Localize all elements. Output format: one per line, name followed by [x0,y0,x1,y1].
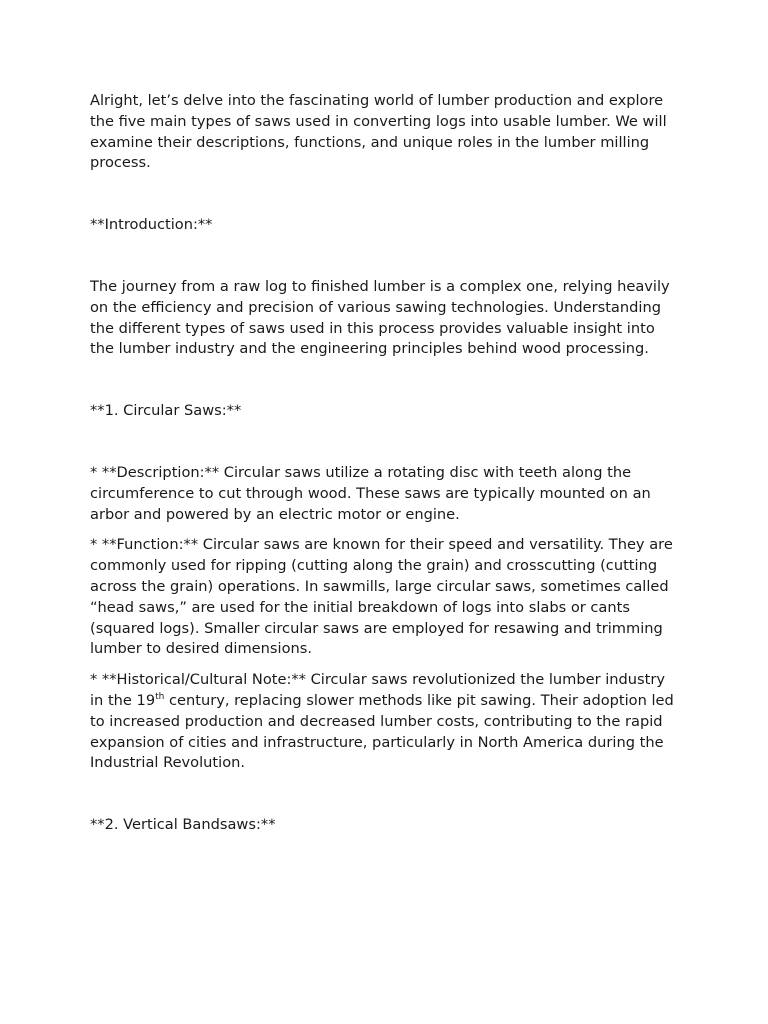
history-text-end: century, replacing slower methods like pit sawing. Their adoption led to increased production and decreased lumber costs, contributing to the rapid expansion of cities and infrastructure, particularly in North America during the Industrial Revolution. [90,691,674,772]
circular-saws-function: * **Function:** Circular saws are known for their speed and versatility. They are commonly used for ripping (cutting along the grain) and crosscutting (cutting across the grain) operations. In sawmills, large circular saws, sometimes called “head saws,” are used for the initial breakdown of logs into slabs or cants (squared logs). Smaller circular saws are employed for resawing and trimming lumber to desired dimensions. [90,536,673,658]
introduction-heading: **Introduction:** [90,216,213,234]
circular-saws-description: * **Description:** Circular saws utilize a rotating disc with teeth along the circumference to cut through wood. These saws are typically mounted on an arbor and powered by an electric motor or engine. [90,463,651,523]
history-text-start: * **Historical/Cultural Note:** Circular saws revolutionized the lumber industry in the 19 [90,671,666,709]
intro-paragraph: Alright, let’s delve into the fascinating world of lumber production and explore the five main types of saws used in converting logs into usable lumber. We will examine their descriptions, functions, and unique roles in the lumber milling process. [90,92,667,172]
document-body [90,91,682,836]
circular-saws-history [90,670,682,774]
introduction-paragraph: The journey from a raw log to finished lumber is a complex one, relying heavily on the efficiency and precision of various sawing technologies. Understanding the different types of saws used in this process provides valuable insight into the lumber industry and the engineering principles behind wood processing. [90,277,670,358]
section-vertical-bandsaws-heading: **2. Vertical Bandsaws:** [90,816,276,834]
section-circular-saws-heading: **1. Circular Saws:** [90,402,242,420]
ordinal-superscript: th [155,692,165,703]
